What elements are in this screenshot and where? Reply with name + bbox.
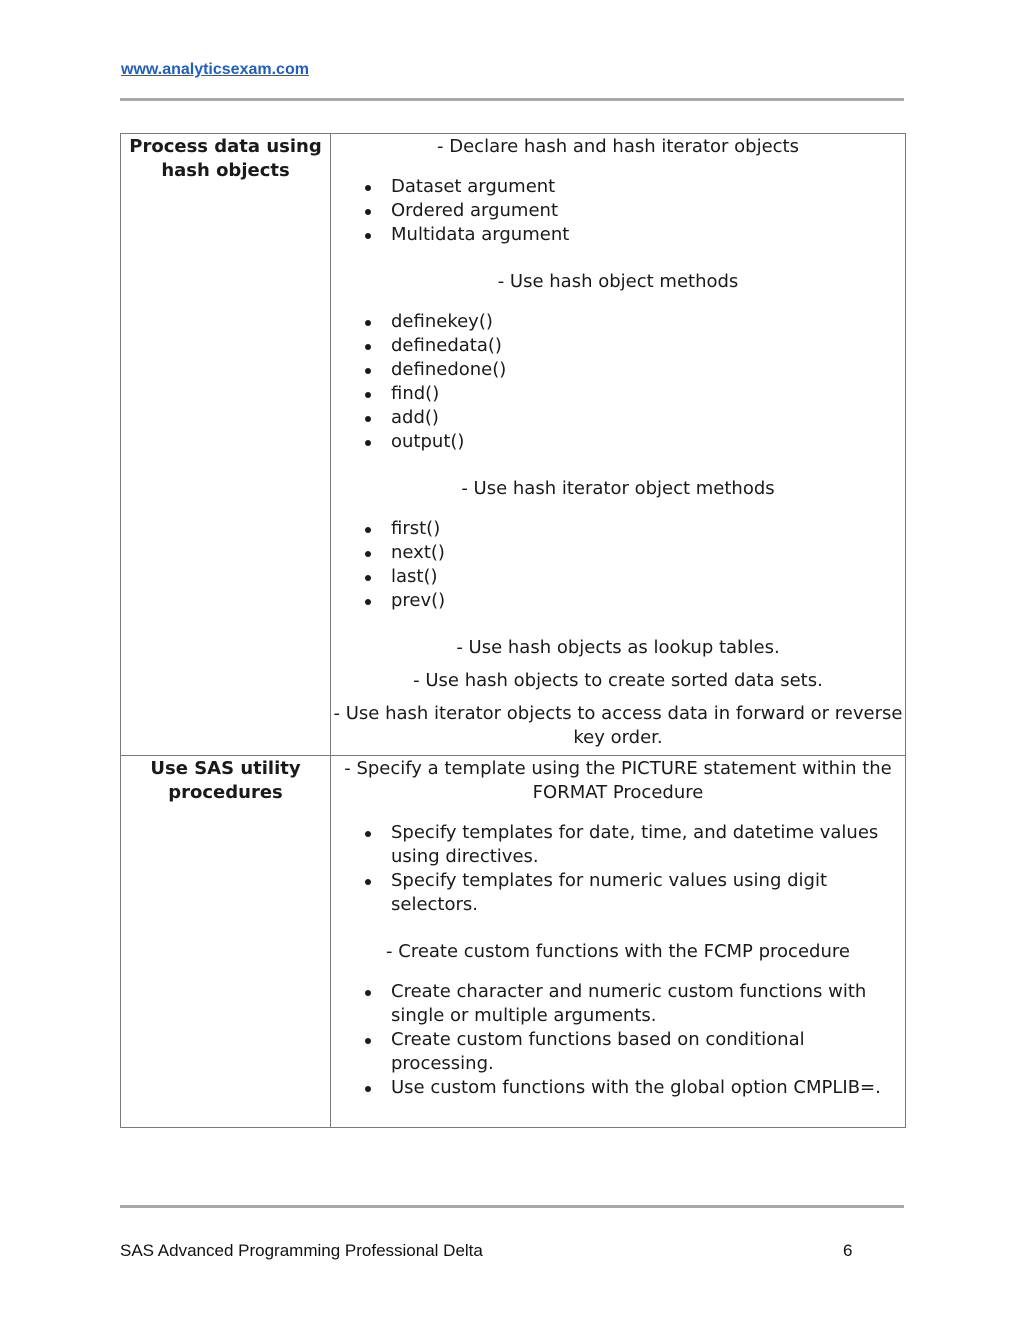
table-row	[121, 756, 906, 1128]
list-item: prev()	[391, 589, 903, 613]
detail-cell	[331, 756, 906, 1128]
list-item: Use custom functions with the global option CMPLIB=.	[391, 1076, 903, 1100]
topic-cell: Use SAS utility procedures	[121, 756, 331, 1128]
list-item: next()	[391, 541, 903, 565]
objective-line: - Use hash objects to create sorted data sets.	[413, 670, 823, 691]
list-item: Create custom functions based on conditional processing.	[391, 1028, 903, 1076]
bullet-list	[333, 821, 903, 917]
list-item: definedone()	[391, 358, 903, 382]
header-divider	[120, 98, 904, 101]
table-row	[121, 134, 906, 756]
exam-objectives-table	[120, 133, 906, 1128]
list-item: first()	[391, 517, 903, 541]
detail-cell	[331, 134, 906, 756]
list-item: output()	[391, 430, 903, 454]
list-item: Specify templates for numeric values using digit selectors.	[391, 869, 903, 917]
section-heading: - Use hash iterator object methods	[461, 478, 775, 499]
list-item: definekey()	[391, 310, 903, 334]
bullet-list	[333, 175, 903, 247]
list-item: Specify templates for date, time, and datetime values using directives.	[391, 821, 903, 869]
list-item: definedata()	[391, 334, 903, 358]
footer-document-title: SAS Advanced Programming Professional Delta	[120, 1241, 483, 1260]
list-item: Multidata argument	[391, 223, 903, 247]
list-item: Dataset argument	[391, 175, 903, 199]
list-item: add()	[391, 406, 903, 430]
list-item: Ordered argument	[391, 199, 903, 223]
section-heading: - Create custom functions with the FCMP procedure	[386, 941, 850, 962]
footer-divider	[120, 1205, 904, 1208]
section-heading: - Declare hash and hash iterator objects	[437, 136, 799, 157]
list-item: Create character and numeric custom functions with single or multiple arguments.	[391, 980, 903, 1028]
topic-cell: Process data using hash objects	[121, 134, 331, 756]
objective-line: - Use hash iterator objects to access data in forward or reverse key order.	[333, 703, 903, 748]
list-item: find()	[391, 382, 903, 406]
section-heading: - Specify a template using the PICTURE statement within the FORMAT Procedure	[344, 758, 892, 803]
section-heading: - Use hash object methods	[497, 271, 739, 292]
list-item: last()	[391, 565, 903, 589]
site-link[interactable]: www.analyticsexam.com	[121, 61, 309, 78]
bullet-list	[333, 517, 903, 613]
bullet-list	[333, 980, 903, 1100]
objective-line: - Use hash objects as lookup tables.	[456, 637, 780, 658]
bullet-list	[333, 310, 903, 454]
page-number: 6	[843, 1241, 853, 1260]
